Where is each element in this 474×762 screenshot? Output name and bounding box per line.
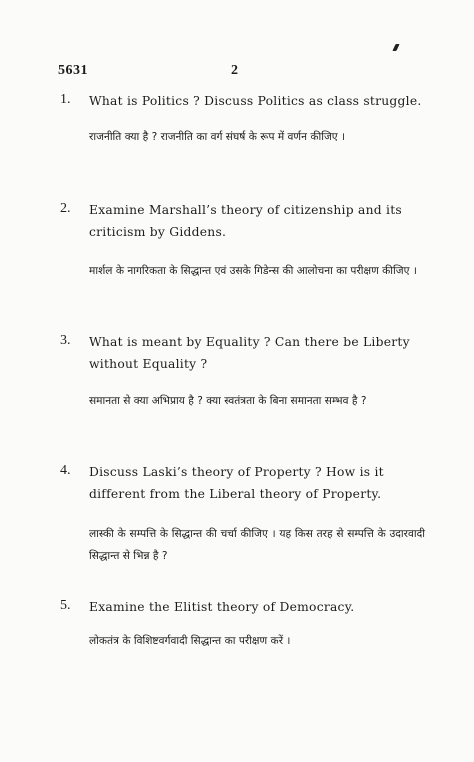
- question-1-number: 1.: [60, 92, 71, 107]
- page-number: 2: [231, 63, 238, 78]
- question-1-hindi: राजनीति क्या है ? राजनीति का वर्ग संघर्ष के रूप में वर्णन कीजिए ।: [89, 131, 346, 143]
- question-4-number: 4.: [60, 463, 71, 478]
- question-5-number: 5.: [60, 598, 71, 613]
- paper-code: 5631: [58, 63, 88, 78]
- question-1-english: What is Politics ? Discuss Politics as class struggle.: [89, 94, 422, 108]
- question-2-english: Examine Marshall’s theory of citizenship and its criticism by Giddens.: [89, 203, 402, 239]
- question-5-english: Examine the Elitist theory of Democracy.: [89, 600, 355, 614]
- question-5-hindi: लोकतंत्र के विशिष्टवर्गवादी सिद्धान्त का परीक्षण करें ।: [89, 635, 291, 647]
- question-4-hindi: लास्की के सम्पत्ति के सिद्धान्त की चर्चा कीजिए । यह किस तरह से सम्पत्ति के उदारवादी सिद्धान्त से भिन्न है ?: [89, 528, 425, 562]
- question-3-hindi: समानता से क्या अभिप्राय है ? क्या स्वतंत्रता के बिना समानता सम्भव है ?: [89, 395, 367, 407]
- question-2-hindi: मार्शल के नागरिकता के सिद्धान्त एवं उसके गिडेन्स की आलोचना का परीक्षण कीजिए ।: [89, 265, 417, 277]
- question-4-english: Discuss Laski’s theory of Property ? How is it different from the Liberal theory of Property.: [89, 465, 384, 501]
- question-2-number: 2.: [60, 201, 71, 216]
- question-3-number: 3.: [60, 333, 71, 348]
- question-3-english: What is meant by Equality ? Can there be Liberty without Equality ?: [89, 335, 410, 371]
- ink-mark: [392, 44, 399, 51]
